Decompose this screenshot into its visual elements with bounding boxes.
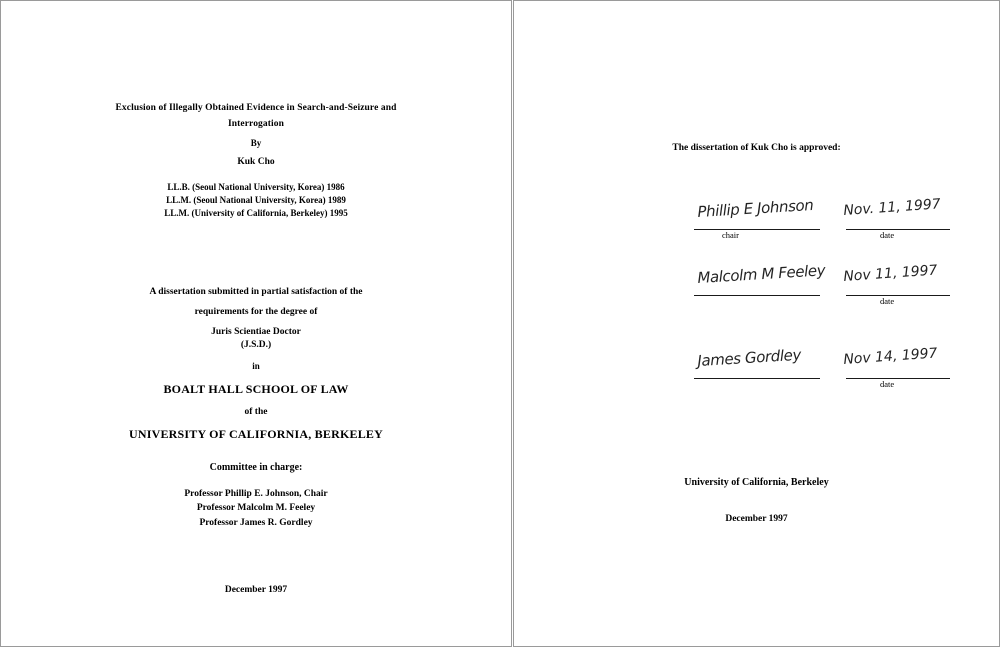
- date-caption: date: [880, 379, 895, 389]
- signature-caption-chair: chair: [722, 230, 739, 240]
- signature-rule: [694, 295, 820, 296]
- date-rule: [846, 378, 950, 379]
- approval-heading: The dissertation of Kuk Cho is approved:: [672, 143, 841, 153]
- signature-row: [694, 261, 944, 331]
- dissertation-title: [61, 101, 451, 132]
- signature-rule: [694, 378, 820, 379]
- title-page-date: December 1997: [224, 585, 288, 595]
- signature-rule: [694, 229, 820, 230]
- title-line-1: Exclusion of Illegally Obtained Evidence in Search-and-Seizure and: [115, 103, 397, 113]
- date-rule: [846, 229, 950, 230]
- submission-statement: [41, 282, 471, 323]
- signature-date-ink: Nov 14, 1997: [842, 345, 938, 368]
- of-the-label: of the: [244, 407, 268, 417]
- author-degrees: [1, 181, 511, 220]
- committee-member: Professor Phillip E. Johnson, Chair: [184, 489, 328, 499]
- degree-item: LL.M. (Seoul National University, Korea) 1989: [166, 195, 346, 206]
- signature-ink: Malcolm M Feeley: [696, 261, 826, 287]
- approval-page: [513, 0, 1000, 647]
- signature-date-ink: Nov. 11, 1997: [842, 196, 942, 219]
- signature-row: [694, 345, 944, 414]
- in-label: in: [252, 361, 260, 371]
- date-caption: date: [880, 230, 895, 240]
- degree-name-block: [1, 326, 511, 352]
- degree-item: LL.B. (Seoul National University, Korea) 1986: [167, 182, 345, 192]
- committee-list: [1, 487, 511, 530]
- committee-member: Professor James R. Gordley: [199, 517, 313, 528]
- signature-ink: James Gordley: [696, 345, 802, 370]
- school-name: BOALT HALL SCHOOL OF LAW: [163, 382, 349, 396]
- university-name: UNIVERSITY OF CALIFORNIA, BERKELEY: [129, 427, 383, 441]
- degree-name: Juris Scientiae Doctor: [211, 327, 301, 337]
- signature-ink: Phillip E Johnson: [696, 195, 814, 221]
- signature-row: [694, 195, 944, 265]
- signature-date-ink: Nov 11, 1997: [842, 262, 938, 285]
- date-rule: [846, 295, 950, 296]
- degree-item: LL.M. (University of California, Berkeley) 1995: [164, 208, 348, 219]
- by-label: By: [250, 138, 262, 148]
- date-caption: date: [880, 296, 895, 306]
- submission-line-1: A dissertation submitted in partial satisfaction of the: [149, 287, 363, 297]
- author-name: Kuk Cho: [237, 157, 275, 167]
- approval-university: University of California, Berkeley: [684, 477, 829, 488]
- committee-member: Professor Malcolm M. Feeley: [196, 503, 316, 514]
- title-line-2: Interrogation: [227, 118, 284, 129]
- committee-heading: Committee in charge:: [209, 462, 303, 473]
- submission-line-2: requirements for the degree of: [194, 307, 318, 318]
- approval-date: December 1997: [725, 514, 788, 524]
- degree-abbreviation: (J.S.D.): [240, 339, 272, 350]
